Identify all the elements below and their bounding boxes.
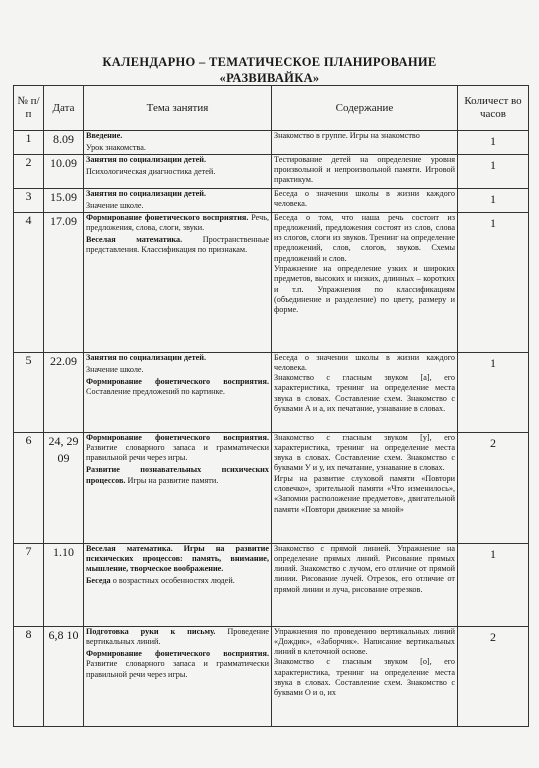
topic-paragraph [86,131,269,141]
topic-paragraph [86,576,269,586]
content-paragraph: Знакомство с гласным звуком [о], его характеристика, тренинг на определение места звука в словах. Составление схем. Знакомство с буквами О и о, их [274,657,455,698]
topic-paragraph [86,649,269,680]
row-topic [84,154,272,188]
content-paragraph: Упражнение на определение узких и широких предметов, высоких и низких, длинных – коротких и т.п. Упражнения по классификациям (объединение и разделение) по цвету, размеру и форме. [274,264,455,315]
row-hours: 2 [458,432,529,543]
row-date: 15.09 [44,188,84,212]
table-row [14,188,529,212]
topic-text: Игры на развитие памяти. [125,475,219,485]
topic-heading: Формирование фонетического восприятия. [86,649,269,659]
content-paragraph: Знакомство с прямой линией. Упражнение на определение прямых линий. Рисование прямых линий. Знакомство с лучом, его отличие от прямой линии. Рисование лучей. Отрезок, его отличие от прямой линии и луча, рисование отрезков. [274,543,455,594]
topic-text: Пространственные представления. Классификация по признакам. [86,235,269,255]
col-header-topic: Тема занятия [84,86,272,131]
topic-text: Составление предложений по картинке. [86,387,225,397]
row-content [272,154,458,188]
row-date: 8.09 [44,131,84,155]
topic-heading: Занятия по социализации детей. [86,352,207,362]
content-paragraph: Беседа о том, что наша речь состоит из предложений, предложения состоят из слов, слова из слогов, слоги из звуков. Тренинг на определение предложений, слов, слогов, звуков. Схемы предложений и слов. [274,212,455,263]
row-number: 4 [14,212,44,352]
col-header-date: Дата [44,86,84,131]
row-number: 5 [14,352,44,432]
table-row [14,154,529,188]
content-paragraph: Беседа о значении школы в жизни каждого человека. [274,352,455,372]
table-row [14,131,529,155]
topic-paragraph [86,544,269,575]
row-number: 1 [14,131,44,155]
row-topic [84,188,272,212]
row-hours: 1 [458,188,529,212]
row-hours: 1 [458,543,529,626]
row-date: 24, 29 09 [44,432,84,543]
content-paragraph: Знакомство с гласным звуком [у], его характеристика, тренинг на определение места звука в словах. Составление схем. Знакомство с буквами У и у, их печатание, узнавание в словах. [274,432,455,473]
topic-heading: Веселая математика. Игры на развитие психических процессов: память, внимание, мышление, творческое воображение. [86,543,269,574]
topic-heading: Введение. [86,131,123,140]
content-paragraph: Знакомство с гласным звуком [а], его характеристика, тренинг на определение места звука в словах. Составление схем. Знакомство с буквами А и а, их печатание, узнавание в словах. [274,373,455,414]
topic-heading: Подготовка руки к письму. [86,626,216,636]
topic-paragraph [86,465,269,486]
planning-table [13,85,529,727]
table-row [14,543,529,626]
col-header-content: Содержание [272,86,458,131]
topic-paragraph [86,377,269,398]
row-number: 2 [14,154,44,188]
topic-text: Психологическая диагностика детей. [86,166,216,176]
content-paragraph: Тестирование детей на определение уровня произвольной и непроизвольной памяти. Игровой практикум. [274,154,455,185]
topic-paragraph [86,201,269,211]
row-content [272,543,458,626]
topic-text: о возрастных особенностях людей. [110,576,235,586]
row-number: 3 [14,188,44,212]
topic-heading: Беседа [86,576,111,586]
row-number: 6 [14,432,44,543]
row-date: 1.10 [44,543,84,626]
table-body [14,131,529,727]
content-paragraph: Игры на развитие слуховой памяти «Повтори словечко», зрительной памяти «Что изменилось», «Запомни расположение предметов», двигательной памяти «Повтори движение за мной» [274,473,455,514]
row-date: 17.09 [44,212,84,352]
row-hours: 1 [458,131,529,155]
row-content [272,188,458,212]
table-row [14,626,529,726]
row-hours: 1 [458,212,529,352]
row-date: 10.09 [44,154,84,188]
row-content [272,212,458,352]
content-paragraph: Упражнения по проведению вертикальных линий «Дождик», «Заборчик». Написание вертикальных линий в клеточной основе. [274,626,455,657]
table-row [14,352,529,432]
topic-heading: Формирование фонетического восприятия. [86,432,269,442]
topic-text: Урок знакомства. [86,143,146,153]
row-hours: 2 [458,626,529,726]
topic-paragraph [86,365,269,375]
row-topic [84,626,272,726]
col-header-num: № п/п [14,86,44,131]
topic-text: Значение школе. [86,364,144,374]
topic-heading: Занятия по социализации детей. [86,154,207,164]
row-topic [84,352,272,432]
topic-paragraph [86,143,269,153]
topic-paragraph [86,353,269,363]
topic-heading: Формирование фонетического восприятия. [86,377,269,387]
row-topic [84,212,272,352]
row-content [272,432,458,543]
topic-paragraph [86,155,269,165]
table-row [14,212,529,352]
topic-paragraph [86,433,269,464]
topic-heading: Занятия по социализации детей. [86,188,207,198]
row-number: 7 [14,543,44,626]
col-header-hours: Количест во часов [458,86,529,131]
topic-paragraph [86,235,269,256]
row-topic [84,432,272,543]
topic-paragraph [86,167,269,177]
row-hours: 1 [458,352,529,432]
topic-text: Развитие словарного запаса и грамматически правильной речи через игры. [86,442,269,463]
row-topic [84,131,272,155]
row-content [272,352,458,432]
page-title: КАЛЕНДАРНО – ТЕМАТИЧЕСКОЕ ПЛАНИРОВАНИЕ [102,55,437,69]
topic-heading: Формирование фонетического восприятия. [86,212,249,222]
topic-paragraph [86,189,269,199]
content-paragraph: Беседа о значении школы в жизни каждого человека. [274,188,455,208]
topic-heading: Развитие познавательных психических процессов. [86,465,269,485]
row-content [272,626,458,726]
topic-heading: Веселая математика. [86,235,183,245]
row-date: 22.09 [44,352,84,432]
topic-text: Значение школе. [86,200,144,210]
table-row [14,432,529,543]
page-subtitle: «РАЗВИВАЙКА» [219,71,320,85]
topic-text: Речь, предложения, слова, слоги, звуки. [86,212,270,232]
topic-paragraph [86,627,269,648]
topic-paragraph [86,213,269,234]
row-date: 6,8 10 [44,626,84,726]
row-number: 8 [14,626,44,726]
topic-text: Проведение вертикальных линий. [86,626,269,646]
row-content [272,131,458,155]
row-topic [84,543,272,626]
row-hours: 1 [458,154,529,188]
table-header-row [14,86,529,131]
topic-text: Развитие словарного запаса и грамматически правильной речи через игры. [86,659,269,679]
content-paragraph: Знакомство в группе. Игры на знакомство [274,131,420,140]
